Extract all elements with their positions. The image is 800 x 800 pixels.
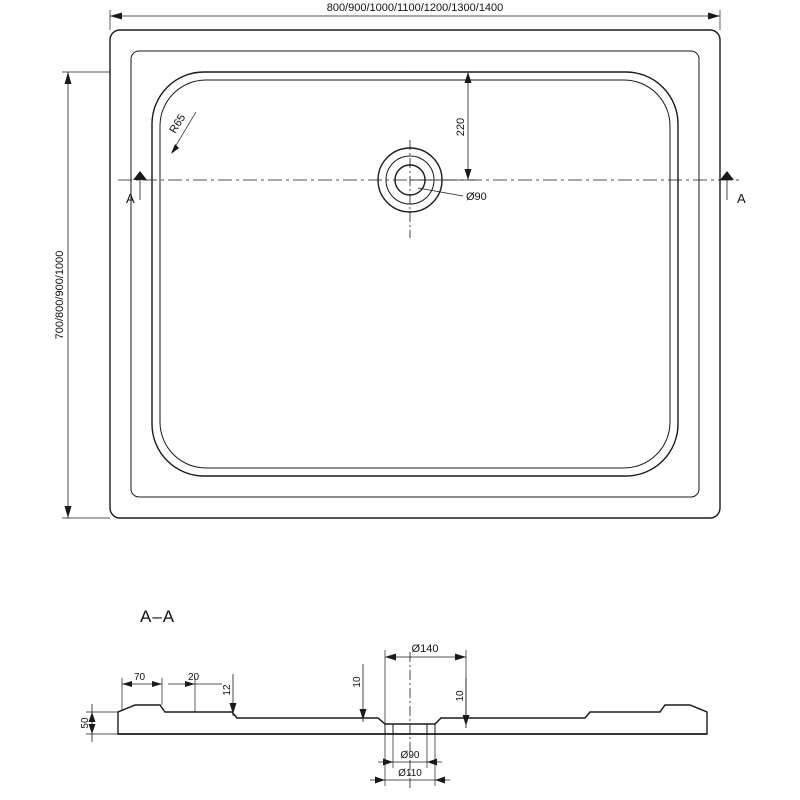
section-inner-surface (118, 705, 707, 724)
tray-basin-outline (152, 72, 678, 476)
corner-radius-label: R65 (167, 112, 189, 136)
step-label: 20 (188, 672, 200, 683)
section-height-label: 50 (80, 717, 91, 729)
drain-recess-label: 10 (352, 676, 363, 688)
d140-arrow-left (385, 654, 396, 661)
drain-seat-label: Ø110 (398, 768, 422, 779)
tray-basin-inner-outline (160, 80, 670, 468)
drain-rim-label: 10 (455, 690, 466, 702)
offset-arrow-top (465, 72, 472, 83)
top-view-group (54, 2, 746, 518)
d70-arrow-right (152, 681, 162, 687)
radius-leader-arrow (171, 144, 179, 154)
d110-arrow-left (375, 777, 385, 784)
width-arrow-left (110, 13, 122, 20)
section-arrow-right (720, 171, 734, 180)
section-view-group (80, 607, 707, 790)
d140-arrow-right (455, 654, 466, 661)
drain-top-diameter-label: Ø140 (411, 643, 439, 655)
tray-width-label: 800/900/1000/1100/1200/1300/1400 (326, 2, 504, 14)
offset-arrow-bottom (465, 169, 472, 180)
height-arrow-bottom (65, 506, 72, 518)
tray-outer-outline (110, 30, 720, 518)
drain-diameter-label: Ø90 (466, 191, 487, 203)
d70-arrow-left (122, 681, 132, 687)
tray-height-label: 700/800/900/1000 (54, 250, 66, 340)
section-title: A–A (140, 607, 176, 626)
d110-arrow-right (435, 777, 445, 784)
drain-offset-label: 220 (455, 117, 467, 137)
section-profile-outline (118, 705, 707, 734)
width-arrow-right (708, 13, 720, 20)
height-arrow-top (65, 72, 72, 84)
section-label-right: A (737, 191, 746, 206)
d90-arrow-right (427, 759, 437, 766)
tray-step-outline (131, 51, 699, 497)
edge-width-label: 70 (134, 672, 146, 683)
section-label-left: A (126, 191, 135, 206)
inner-depth-label: 12 (222, 684, 233, 696)
d90-arrow-left (383, 759, 393, 766)
d10-right-arrow (463, 715, 470, 726)
section-arrow-left (133, 171, 147, 180)
drain-hole-label: Ø90 (400, 750, 420, 761)
